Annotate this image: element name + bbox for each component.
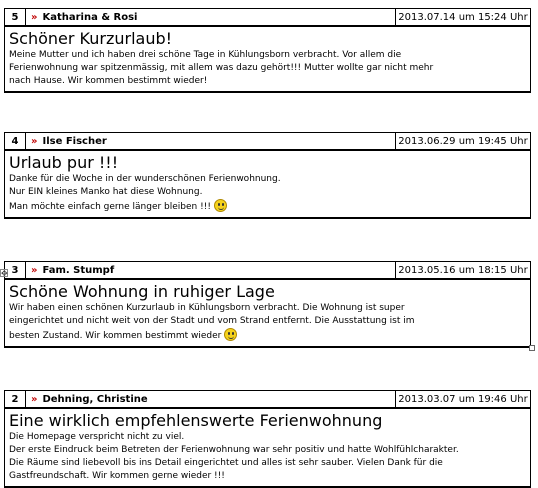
arrow-icon: » xyxy=(31,264,38,276)
entry-author-cell xyxy=(26,262,396,278)
guestbook-entry xyxy=(4,390,531,488)
entry-text-content: Wir haben einen schönen Kurzurlaub in Kühlungsborn verbracht. Die Wohnung ist super eingerichtet und nicht weit von der Stadt und vom Strand entfernt. Die Ausstattung ist im besten Zustand. Wir kommen bestimmt wieder xyxy=(9,303,415,341)
entry-date: 2013.05.16 um 18:15 Uhr xyxy=(398,264,528,276)
entry-number: 5 xyxy=(5,9,26,25)
entry-author-cell xyxy=(26,133,396,149)
guestbook-entry xyxy=(4,132,531,219)
entry-title: Urlaub pur !!! xyxy=(9,153,119,172)
entry-author: Dehning, Christine xyxy=(42,393,148,405)
entry-header xyxy=(4,390,531,409)
table-move-handle-icon[interactable]: ✥ xyxy=(1,269,8,278)
entry-date: 2013.06.29 um 19:45 Uhr xyxy=(398,135,528,147)
smiley-icon xyxy=(224,328,237,341)
entry-title: Schöne Wohnung in ruhiger Lage xyxy=(9,282,275,301)
entry-number: 3 xyxy=(5,262,26,278)
entry-text xyxy=(9,173,526,214)
entry-header xyxy=(4,132,531,151)
entry-body xyxy=(4,409,531,488)
entry-header xyxy=(4,261,531,280)
entry-date: 2013.03.07 um 19:46 Uhr xyxy=(398,393,528,405)
guestbook-entry xyxy=(4,8,531,93)
entry-title: Eine wirklich empfehlenswerte Ferienwohnung xyxy=(9,411,383,430)
entry-author-cell xyxy=(26,391,396,407)
entry-title: Schöner Kurzurlaub! xyxy=(9,29,173,48)
entry-date: 2013.07.14 um 15:24 Uhr xyxy=(398,11,528,23)
entry-author: Katharina & Rosi xyxy=(42,11,138,23)
arrow-icon: » xyxy=(31,135,38,147)
entry-body xyxy=(4,151,531,219)
table-resize-handle[interactable] xyxy=(529,345,535,351)
entry-number: 4 xyxy=(5,133,26,149)
arrow-icon: » xyxy=(31,11,38,23)
entry-author: Fam. Stumpf xyxy=(42,264,115,276)
entry-body xyxy=(4,280,531,348)
entry-header xyxy=(4,8,531,27)
entry-body xyxy=(4,27,531,93)
entry-author: Ilse Fischer xyxy=(42,135,107,147)
entry-number: 2 xyxy=(5,391,26,407)
guestbook-entry xyxy=(4,261,531,348)
smiley-icon xyxy=(214,199,227,212)
entry-author-cell xyxy=(26,9,396,25)
entry-text: Die Homepage verspricht nicht zu viel. Der erste Eindruck beim Betreten der Ferienwohnung war sehr positiv und hatte Wohlfühlcharakter. Die Räume sind liebevoll bis ins Detail eingerichtet und alles ist sehr sauber. Vielen Dank für die Gastfreundschaft. Wir kommen gerne wieder !!! xyxy=(9,432,459,481)
arrow-icon: » xyxy=(31,393,38,405)
entry-text xyxy=(9,302,526,343)
entry-text-content: Danke für die Woche in der wunderschönen Ferienwohnung. Nur EIN kleines Manko hat diese Wohnung. Man möchte einfach gerne länger bleiben !!! xyxy=(9,174,281,212)
entry-text: Meine Mutter und ich haben drei schöne Tage in Kühlungsborn verbracht. Vor allem die Ferienwohnung war spitzenmässig, mit allem was dazu gehört!!! Mutter wollte gar nicht mehr nach Hause. Wir kommen bestimmt wieder! xyxy=(9,50,434,86)
